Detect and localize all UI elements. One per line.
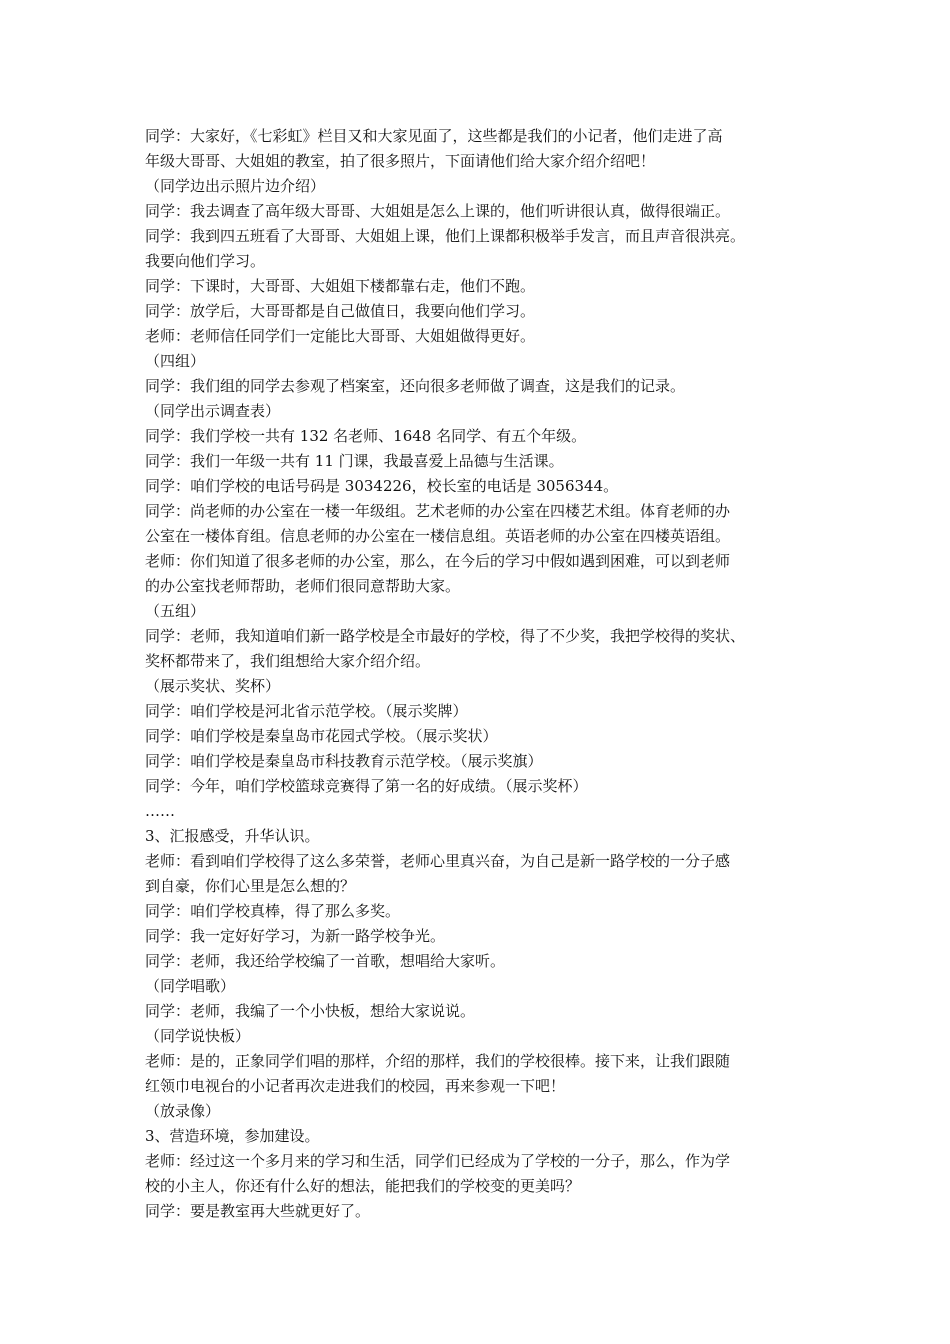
text-line: 同学：我一定好好学习，为新一路学校争光。 xyxy=(145,927,446,945)
text-line: 同学：我们学校一共有 132 名老师、1648 名同学、有五个年级。 xyxy=(145,427,587,445)
text-line: （同学边出示照片边介绍） xyxy=(145,177,326,195)
text-line: 老师：是的，正象同学们唱的那样，介绍的那样，我们的学校很棒。接下来，让我们跟随 xyxy=(145,1052,731,1070)
text-line: （放录像） xyxy=(145,1102,221,1120)
text-line: 年级大哥哥、大姐姐的教室，拍了很多照片，下面请他们给大家介绍介绍吧！ xyxy=(145,152,656,170)
text-line: 奖杯都带来了，我们组想给大家介绍介绍。 xyxy=(145,652,431,670)
text-line: 我要向他们学习。 xyxy=(145,252,266,270)
text-line: 同学：老师，我编了一个小快板，想给大家说说。 xyxy=(145,1002,476,1020)
text-line: （四组） xyxy=(145,352,206,370)
text-line: 同学：老师，我知道咱们新一路学校是全市最好的学校，得了不少奖，我把学校得的奖状、 xyxy=(145,627,746,645)
text-line: 同学：咱们学校是秦皇岛市花园式学校。（展示奖状） xyxy=(145,727,498,745)
text-line: 老师：经过这一个多月来的学习和生活，同学们已经成为了学校的一分子，那么，作为学 xyxy=(145,1152,731,1170)
text-line: 同学：老师，我还给学校编了一首歌，想唱给大家听。 xyxy=(145,952,506,970)
text-line: 3、汇报感受，升华认识。 xyxy=(145,827,320,845)
text-line: 3、营造环境，参加建设。 xyxy=(145,1127,320,1145)
text-line: 红领巾电视台的小记者再次走进我们的校园，再来参观一下吧！ xyxy=(145,1077,566,1095)
text-line: 的办公室找老师帮助，老师们很同意帮助大家。 xyxy=(145,577,461,595)
text-line: （同学说快板） xyxy=(145,1027,251,1045)
text-line: 老师：你们知道了很多老师的办公室，那么，在今后的学习中假如遇到困难，可以到老师 xyxy=(145,552,731,570)
text-line: 同学：尚老师的办公室在一楼一年级组。艺术老师的办公室在四楼艺术组。体育老师的办 xyxy=(145,502,731,520)
document-body xyxy=(145,124,825,1224)
text-line: 同学：要是教室再大些就更好了。 xyxy=(145,1202,371,1220)
text-line: 老师：老师信任同学们一定能比大哥哥、大姐姐做得更好。 xyxy=(145,327,536,345)
text-line: 同学：咱们学校的电话号码是 3034226，校长室的电话是 3056344。 xyxy=(145,477,619,495)
text-line: （五组） xyxy=(145,602,206,620)
text-line: 同学：我们组的同学去参观了档案室，还向很多老师做了调查，这是我们的记录。 xyxy=(145,377,686,395)
text-line: 同学：放学后，大哥哥都是自己做值日，我要向他们学习。 xyxy=(145,302,536,320)
text-line: 同学：我们一年级一共有 11 门课，我最喜爱上品德与生活课。 xyxy=(145,452,564,470)
text-line: 同学：我去调查了高年级大哥哥、大姐姐是怎么上课的，他们听讲很认真，做得很端正。 xyxy=(145,202,731,220)
text-line: 同学：今年，咱们学校篮球竞赛得了第一名的好成绩。（展示奖杯） xyxy=(145,777,588,795)
text-line: 老师：看到咱们学校得了这么多荣誉，老师心里真兴奋，为自己是新一路学校的一分子感 xyxy=(145,852,731,870)
text-line: 同学：大家好，《七彩虹》栏目又和大家见面了，这些都是我们的小记者，他们走进了高 xyxy=(145,127,723,145)
text-line: …… xyxy=(145,802,175,820)
text-line: （同学出示调查表） xyxy=(145,402,281,420)
text-line: 同学：下课时，大哥哥、大姐姐下楼都靠右走，他们不跑。 xyxy=(145,277,536,295)
text-line: 同学：咱们学校是河北省示范学校。（展示奖牌） xyxy=(145,702,468,720)
text-line: 同学：咱们学校是秦皇岛市科技教育示范学校。（展示奖旗） xyxy=(145,752,543,770)
text-line: （展示奖状、奖杯） xyxy=(145,677,281,695)
text-line: 到自豪，你们心里是怎么想的？ xyxy=(145,877,356,895)
text-line: 公室在一楼体育组。信息老师的办公室在一楼信息组。英语老师的办公室在四楼英语组。 xyxy=(145,527,731,545)
text-line: （同学唱歌） xyxy=(145,977,236,995)
text-line: 同学：我到四五班看了大哥哥、大姐姐上课，他们上课都积极举手发言，而且声音很洪亮。 xyxy=(145,227,746,245)
text-line: 同学：咱们学校真棒，得了那么多奖。 xyxy=(145,902,401,920)
text-line: 校的小主人，你还有什么好的想法，能把我们的学校变的更美吗？ xyxy=(145,1177,581,1195)
